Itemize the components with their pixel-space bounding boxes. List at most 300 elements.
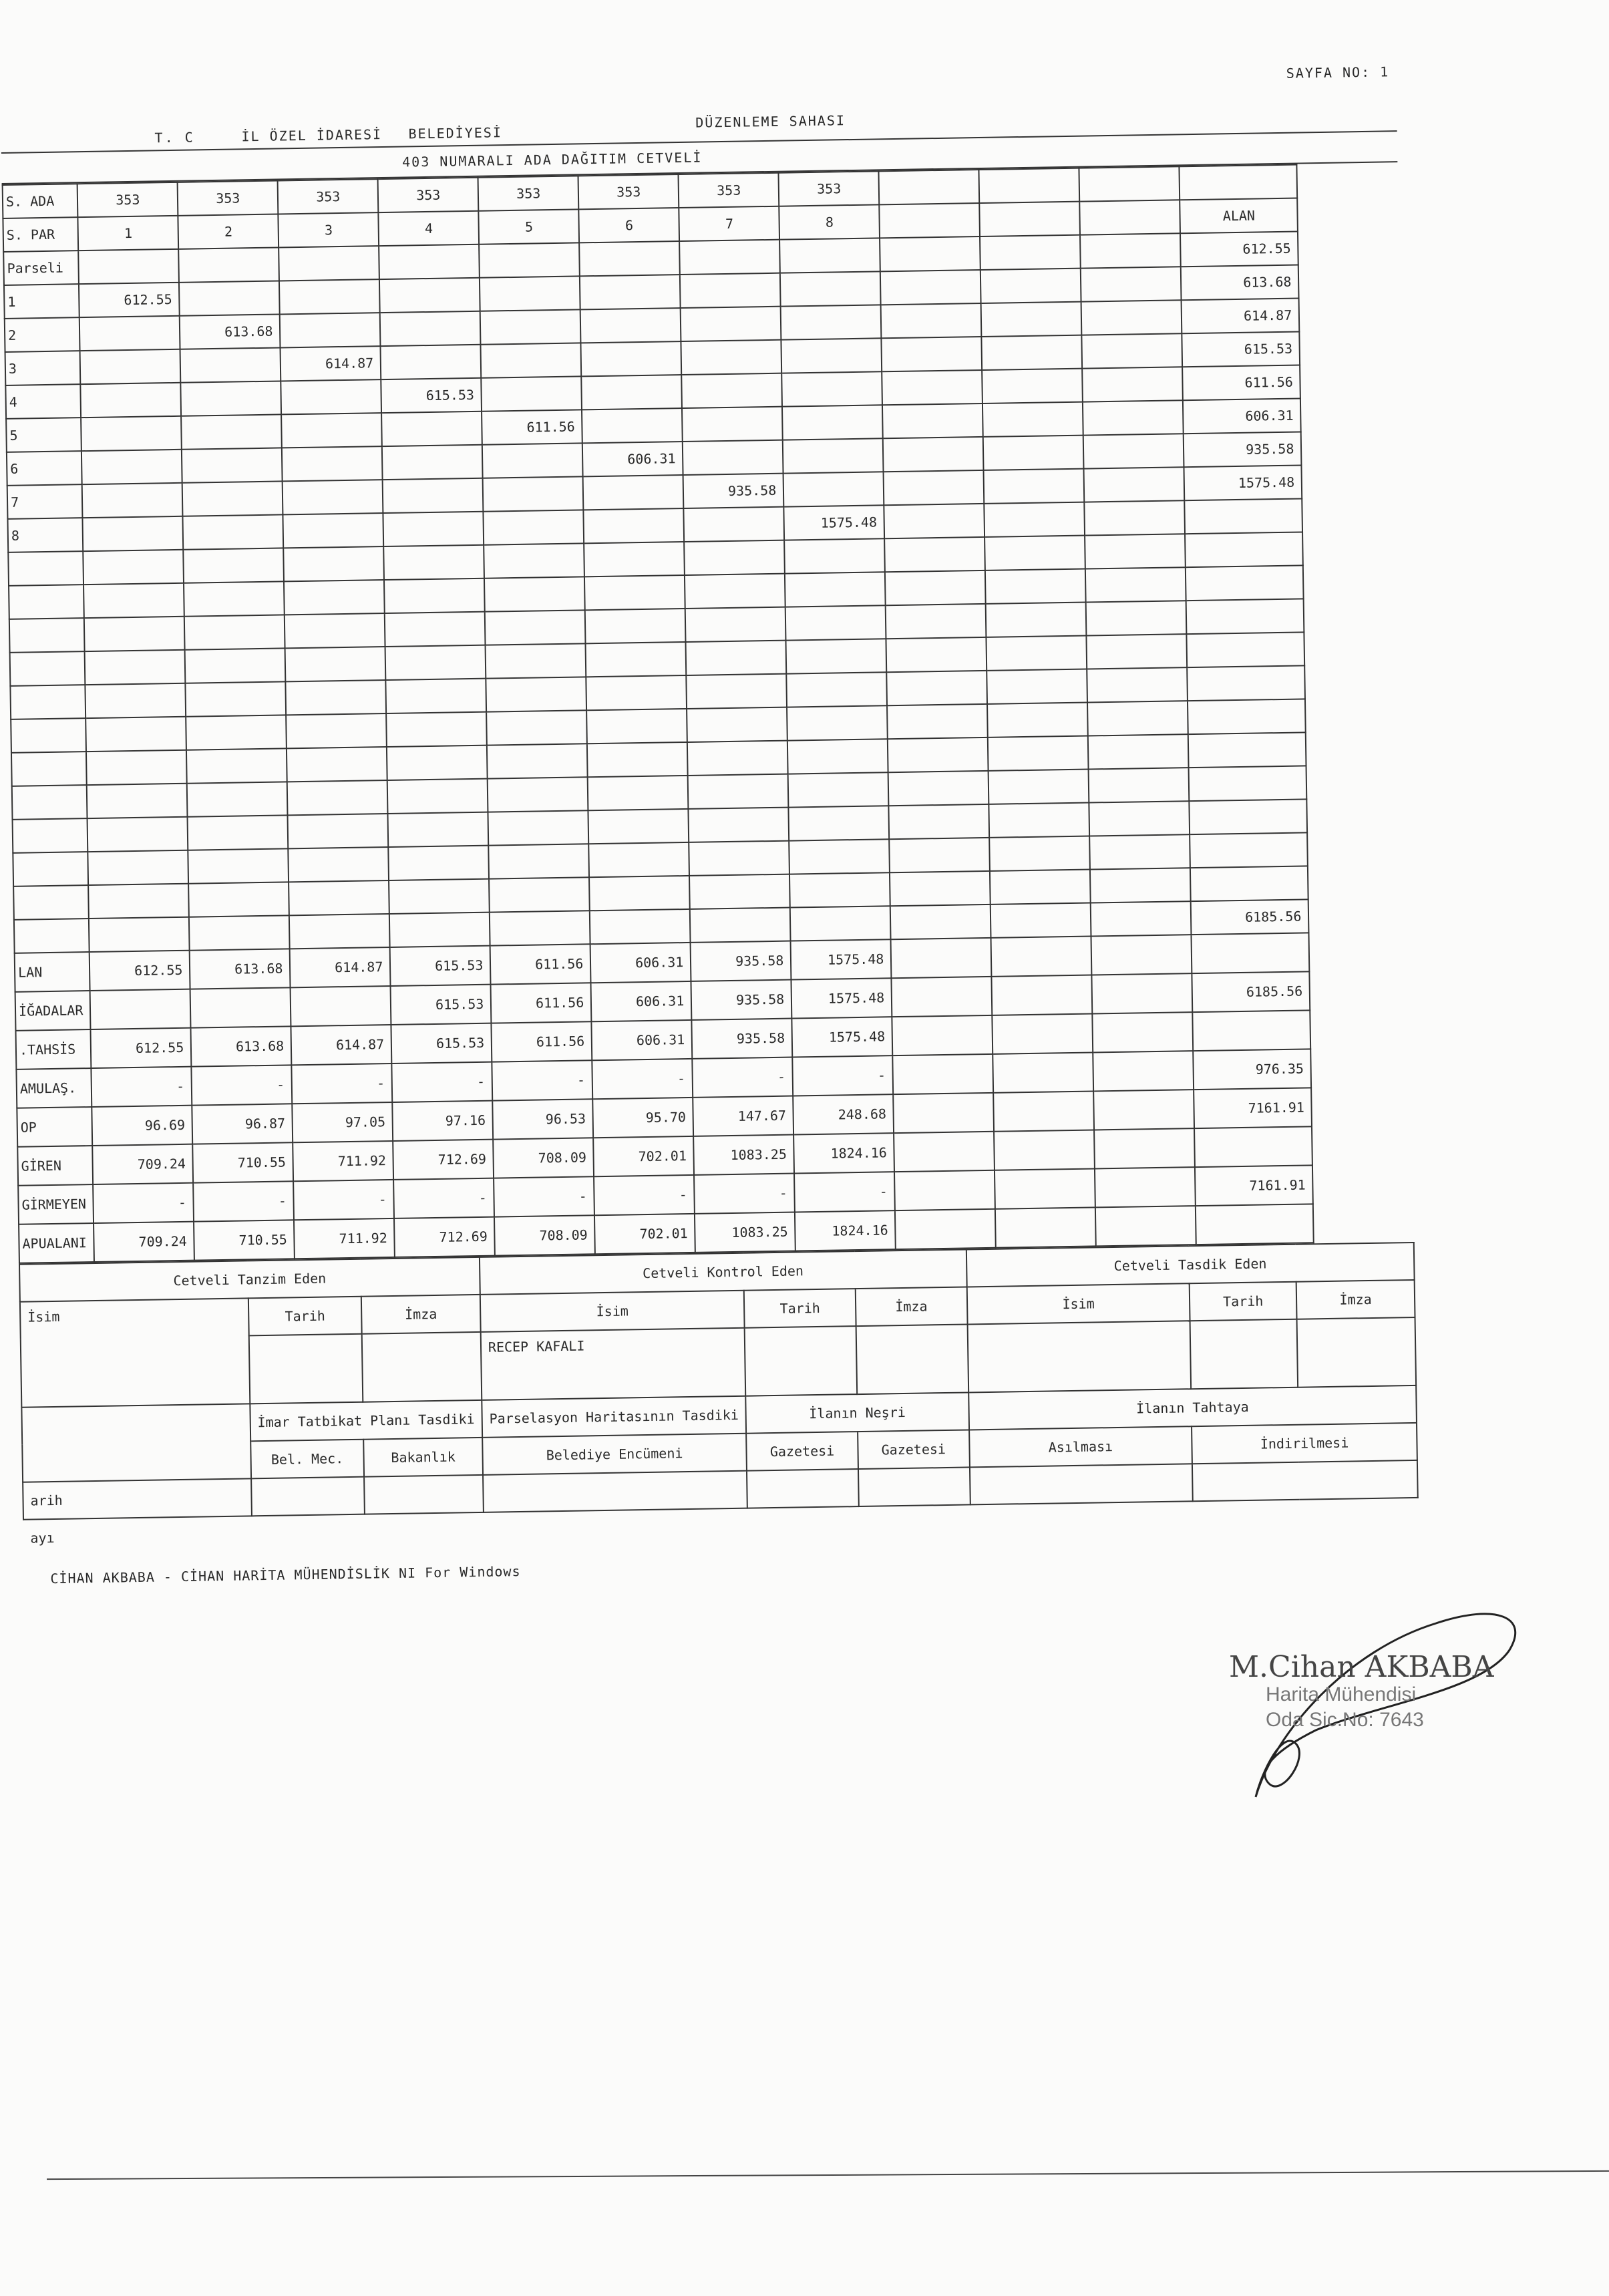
empty-cell	[986, 603, 1087, 637]
summary-cell: 612.55	[91, 1028, 192, 1068]
tarih-cell	[251, 1477, 365, 1516]
empty-cell	[188, 882, 289, 917]
value-cell	[1084, 467, 1185, 502]
value-cell	[283, 513, 384, 548]
alan-cell: 606.31	[1183, 398, 1301, 434]
empty-cell	[586, 675, 687, 710]
summary-cell	[893, 1054, 994, 1094]
summary-cell: 1575.48	[792, 1017, 893, 1057]
summary-cell: 711.92	[293, 1141, 394, 1181]
empty-cell	[9, 585, 84, 619]
page-number: SAYFA NO: 1	[1286, 63, 1390, 81]
empty-cell	[588, 809, 689, 844]
tasdik-imza-cell	[1297, 1317, 1417, 1387]
value-cell	[580, 275, 681, 309]
empty-cell	[1085, 534, 1186, 568]
empty-cell	[885, 570, 986, 605]
value-cell	[83, 516, 184, 551]
value-cell	[179, 281, 280, 315]
empty-cell	[890, 905, 991, 939]
summary-cell: 710.55	[194, 1220, 295, 1260]
par-cell: 8	[779, 204, 880, 239]
gazetesi-2-label: Gazetesi	[858, 1430, 970, 1469]
value-cell	[882, 370, 983, 405]
par-cell	[980, 202, 1081, 236]
stamp-name: M.Cihan AKBABA	[1229, 1650, 1494, 1684]
empty-cell	[86, 750, 187, 785]
row-label: S. ADA	[3, 184, 78, 218]
alan-cell: 612.55	[1180, 232, 1298, 267]
empty-cell	[985, 569, 1086, 604]
empty-cell	[11, 752, 87, 786]
value-cell	[80, 349, 181, 384]
row-label: Parseli	[3, 251, 79, 285]
empty-cell	[389, 913, 490, 947]
value-cell	[480, 276, 580, 311]
summary-cell	[893, 1093, 994, 1133]
indirilmesi-label: İndirilmesi	[1192, 1423, 1417, 1464]
empty-cell	[888, 771, 989, 806]
value-cell	[182, 481, 283, 516]
value-cell	[584, 508, 685, 543]
empty-cell	[13, 852, 88, 886]
summary-cell: -	[293, 1180, 394, 1220]
empty-cell	[1185, 532, 1303, 567]
summary-cell: 248.68	[793, 1094, 894, 1134]
imar-header: İmar Tatbikat Planı Tasdiki	[250, 1400, 482, 1441]
empty-cell	[8, 551, 83, 586]
empty-cell	[784, 538, 885, 573]
empty-cell	[787, 705, 888, 740]
empty-cell	[890, 871, 991, 906]
alan-cell: 613.68	[1181, 265, 1299, 300]
empty-cell	[385, 612, 486, 647]
empty-cell	[488, 810, 589, 845]
summary-cell	[291, 986, 391, 1026]
empty-cell	[87, 817, 188, 852]
empty-cell	[679, 240, 780, 275]
par-cell: 7	[679, 206, 780, 241]
ada-cell	[879, 170, 980, 204]
value-cell	[484, 510, 584, 544]
value-cell	[482, 376, 582, 411]
empty-cell	[1088, 734, 1189, 769]
empty-cell	[987, 636, 1087, 671]
summary-cell: 1824.16	[793, 1133, 894, 1173]
empty-cell	[689, 874, 790, 909]
value-cell	[681, 307, 781, 341]
tarih-cell	[858, 1467, 970, 1506]
tarih-cell	[747, 1469, 859, 1508]
ada-cell	[979, 168, 1080, 203]
empty-cell	[787, 672, 888, 707]
summary-cell: 1083.25	[695, 1212, 795, 1253]
parsel-number: 2	[5, 317, 80, 352]
value-cell	[981, 302, 1082, 337]
tarih-cell	[1192, 1460, 1418, 1501]
value-cell	[381, 412, 482, 446]
value-cell: 935.58	[683, 474, 784, 508]
empty-cell	[387, 746, 488, 780]
row-label: GİRMEYEN	[18, 1184, 94, 1224]
empty-cell	[484, 543, 585, 578]
empty-cell	[991, 903, 1091, 938]
value-cell	[279, 279, 380, 314]
empty-cell	[889, 804, 990, 839]
summary-cell: -	[392, 1062, 493, 1102]
summary-cell: -	[594, 1175, 695, 1215]
value-cell	[82, 483, 183, 518]
empty-cell	[13, 818, 88, 853]
empty-cell	[1089, 801, 1190, 836]
summary-cell	[894, 1170, 995, 1210]
value-cell	[280, 313, 381, 347]
summary-cell: 95.70	[593, 1098, 694, 1138]
empty-cell	[10, 651, 85, 686]
summary-cell	[995, 1207, 1096, 1247]
empty-cell	[386, 679, 487, 713]
value-cell	[182, 448, 283, 482]
empty-cell	[287, 747, 387, 782]
bel-mec-label: Bel. Mec.	[250, 1440, 364, 1479]
empty-cell	[1085, 567, 1186, 602]
summary-cell: 1083.25	[693, 1135, 794, 1175]
empty-cell	[89, 917, 190, 952]
empty-cell	[389, 879, 490, 914]
summary-total: 7161.91	[1194, 1088, 1312, 1128]
total-alan: 6185.56	[1191, 899, 1309, 935]
empty-cell	[1089, 768, 1190, 802]
empty-cell	[83, 583, 184, 618]
empty-cell	[1189, 766, 1307, 801]
empty-cell	[286, 680, 387, 715]
summary-cell: 712.69	[393, 1140, 494, 1180]
empty-cell	[980, 235, 1081, 270]
summary-cell: -	[192, 1065, 293, 1105]
empty-cell	[489, 877, 590, 912]
summary-total: 976.35	[1194, 1049, 1312, 1090]
value-cell	[180, 347, 281, 382]
tasdik-header: Cetveli Tasdik Eden	[966, 1243, 1414, 1287]
empty-cell	[388, 812, 489, 847]
summary-cell: -	[693, 1057, 793, 1098]
empty-cell	[279, 246, 379, 281]
ada-cell: 353	[478, 176, 579, 210]
row-label: AMULAŞ.	[16, 1068, 92, 1108]
signature-table	[19, 1242, 1419, 1556]
kontrol-imza-label: İmza	[856, 1287, 968, 1326]
empty-cell	[284, 546, 385, 581]
empty-cell	[687, 741, 788, 776]
document-page	[0, 51, 1419, 1587]
empty-cell	[289, 847, 389, 882]
ada-cell: 353	[578, 174, 679, 209]
summary-cell	[992, 975, 1093, 1015]
empty-cell	[785, 572, 886, 607]
summary-cell: 1575.48	[791, 978, 892, 1018]
kontrol-tarih-label: Tarih	[744, 1289, 856, 1328]
gazetesi-1-label: Gazetesi	[746, 1432, 858, 1471]
empty-cell	[14, 919, 90, 953]
empty-cell	[384, 579, 485, 613]
empty-cell	[988, 736, 1089, 771]
value-cell	[782, 405, 883, 440]
summary-cell	[892, 1015, 993, 1055]
empty-cell	[589, 842, 690, 877]
parsel-number: 6	[7, 451, 82, 486]
empty-cell	[485, 610, 586, 645]
empty-cell	[189, 915, 290, 950]
empty-cell	[687, 674, 787, 709]
value-cell	[983, 436, 1084, 470]
empty-cell	[586, 709, 687, 744]
empty-cell	[1080, 233, 1181, 268]
summary-cell: 712.69	[394, 1217, 495, 1257]
parsel-number: 8	[7, 518, 83, 552]
value-cell	[780, 271, 881, 306]
summary-cell: 615.53	[391, 985, 492, 1025]
kontrol-tarih-cell	[745, 1326, 857, 1396]
value-cell	[682, 373, 783, 408]
summary-cell: 710.55	[193, 1142, 294, 1182]
empty-cell	[989, 836, 1090, 871]
value-cell: 1575.48	[784, 505, 885, 540]
empty-cell	[488, 777, 588, 812]
summary-cell	[1093, 1090, 1194, 1130]
empty-cell	[11, 718, 86, 753]
value-cell	[1081, 300, 1182, 335]
summary-cell: -	[193, 1181, 294, 1221]
value-cell	[783, 472, 884, 506]
ada-cell: 353	[178, 180, 279, 215]
summary-cell	[90, 989, 191, 1029]
empty-cell	[13, 885, 89, 920]
value-cell	[982, 402, 1083, 437]
empty-cell	[1087, 634, 1188, 669]
table-body	[3, 165, 1314, 1263]
empty-cell	[686, 641, 787, 675]
stamp-registration: Oda Sic.No: 7643	[1266, 1709, 1424, 1731]
empty-cell	[785, 605, 886, 640]
asilmasi-label: Asılması	[969, 1426, 1192, 1467]
summary-cell	[991, 936, 1092, 976]
value-cell	[882, 403, 983, 438]
summary-cell: 611.56	[490, 944, 591, 984]
value-cell	[383, 512, 484, 546]
parsel-number: 4	[5, 384, 81, 419]
summary-cell: 606.31	[590, 943, 691, 983]
alan-cell	[1180, 165, 1298, 200]
empty-cell	[188, 815, 289, 850]
empty-cell	[1186, 565, 1304, 601]
summary-cell	[995, 1168, 1095, 1208]
value-cell	[181, 414, 282, 449]
summary-cell	[1094, 1128, 1195, 1168]
summary-cell: 613.68	[191, 1026, 292, 1066]
empty-cell	[584, 542, 685, 577]
ada-cell	[1079, 166, 1180, 201]
value-cell	[81, 416, 182, 451]
empty-cell	[186, 681, 287, 716]
summary-total	[1194, 1126, 1312, 1167]
kontrol-isim-label: İsim	[480, 1291, 745, 1332]
par-cell	[880, 203, 980, 238]
value-cell: 611.56	[482, 409, 582, 444]
empty-cell	[584, 575, 685, 610]
summary-cell: -	[93, 1183, 194, 1223]
value-cell	[1081, 267, 1182, 301]
empty-cell	[689, 808, 789, 842]
summary-cell: 708.09	[493, 1138, 594, 1178]
empty-cell	[1086, 601, 1187, 635]
empty-cell	[184, 581, 285, 616]
summary-cell: 147.67	[693, 1096, 794, 1136]
value-cell	[884, 470, 985, 505]
par-cell: 5	[479, 209, 580, 244]
empty-cell	[779, 238, 880, 273]
summary-cell	[993, 1013, 1093, 1053]
summary-cell	[993, 1091, 1094, 1131]
summary-total: 6185.56	[1192, 971, 1310, 1012]
value-cell: 614.87	[281, 346, 381, 381]
summary-cell	[190, 987, 291, 1027]
ilan-nesri-header: İlanın Neşri	[745, 1392, 968, 1433]
par-cell	[1080, 200, 1181, 234]
summary-cell: 711.92	[294, 1218, 395, 1259]
empty-cell	[585, 609, 686, 643]
empty-cell	[687, 707, 787, 742]
empty-cell	[884, 537, 985, 572]
value-cell	[1085, 500, 1186, 535]
tanzim-tarih-label: Tarih	[248, 1297, 362, 1336]
empty-cell	[486, 677, 587, 711]
empty-cell	[987, 669, 1088, 704]
value-cell	[583, 475, 684, 510]
empty-cell	[990, 870, 1091, 905]
empty-cell	[1190, 799, 1308, 834]
row-label: OP	[17, 1107, 92, 1147]
bottom-rule	[47, 2170, 1609, 2180]
summary-cell: -	[592, 1059, 693, 1099]
empty-cell	[86, 717, 187, 752]
summary-cell: 702.01	[593, 1136, 694, 1176]
summary-cell: -	[92, 1067, 192, 1107]
empty-cell	[684, 540, 785, 575]
value-cell: 613.68	[180, 314, 281, 349]
par-cell: 4	[379, 211, 480, 246]
summary-cell: 935.58	[691, 941, 791, 981]
value-cell	[781, 338, 882, 373]
summary-cell: 96.69	[92, 1106, 193, 1146]
empty-cell	[786, 639, 887, 673]
value-cell	[483, 476, 584, 511]
tanzim-isim-label: İsim	[20, 1298, 250, 1407]
empty-cell	[9, 618, 85, 653]
empty-cell	[386, 712, 487, 747]
empty-cell	[187, 782, 288, 816]
ilan-tahtaya-header: İlanın Tahtaya	[968, 1385, 1417, 1430]
value-cell	[1082, 367, 1183, 401]
value-cell	[282, 446, 383, 481]
value-cell	[480, 309, 581, 344]
alan-cell: 615.53	[1182, 331, 1300, 367]
empty-cell	[987, 703, 1088, 737]
empty-cell	[1187, 632, 1305, 667]
empty-cell	[589, 876, 690, 911]
row-label: .TAHSİS	[16, 1029, 92, 1070]
alan-header: ALAN	[1180, 198, 1298, 234]
empty-cell	[590, 909, 691, 944]
summary-cell: -	[794, 1172, 895, 1212]
idare-label: İL ÖZEL İDARESİ	[241, 126, 383, 145]
summary-cell: 935.58	[691, 980, 792, 1020]
summary-cell: 1575.48	[791, 939, 892, 979]
empty-cell	[385, 645, 486, 680]
parsel-number: 5	[6, 418, 81, 452]
value-cell	[181, 381, 282, 416]
summary-cell: 97.16	[393, 1101, 494, 1141]
empty-cell	[1188, 732, 1306, 768]
empty-cell	[989, 803, 1090, 838]
empty-cell	[579, 241, 680, 276]
alan-cell: 1575.48	[1184, 465, 1302, 500]
empty-cell	[1087, 701, 1188, 735]
sayi-row-label: ayı	[30, 1529, 55, 1546]
encumen-label: Belediye Encümeni	[482, 1434, 747, 1475]
empty-cell	[1190, 832, 1308, 868]
tasdik-tarih-label: Tarih	[1190, 1282, 1297, 1321]
ada-cell: 353	[779, 171, 880, 206]
summary-cell	[895, 1209, 996, 1249]
value-cell	[680, 273, 781, 308]
tasdik-isim-label: İsim	[966, 1283, 1190, 1324]
empty-cell	[889, 838, 990, 872]
value-cell	[283, 480, 383, 514]
value-cell	[79, 316, 180, 351]
empty-cell	[286, 713, 387, 748]
empty-cell	[185, 648, 286, 683]
summary-cell	[894, 1132, 995, 1172]
kontrol-imza-cell	[856, 1324, 968, 1394]
bakanlik-label: Bakanlık	[363, 1438, 483, 1477]
summary-cell: 613.68	[190, 949, 291, 989]
value-cell	[383, 478, 484, 513]
value-cell	[1083, 400, 1184, 435]
parsel-number: 7	[7, 484, 83, 519]
distribution-table	[2, 164, 1314, 1264]
empty-cell	[989, 770, 1089, 804]
empty-cell	[384, 545, 485, 580]
summary-cell: 614.87	[291, 1025, 392, 1065]
summary-cell	[1095, 1206, 1196, 1246]
value-cell	[781, 305, 882, 339]
tc-label: T. C	[154, 129, 195, 146]
empty-cell	[685, 607, 786, 642]
empty-cell	[85, 650, 186, 685]
value-cell	[684, 507, 785, 542]
value-cell	[982, 335, 1083, 370]
empty-cell	[10, 685, 85, 719]
summary-cell: -	[492, 1060, 593, 1100]
row-label: S. PAR	[3, 217, 78, 252]
value-cell	[1083, 434, 1184, 468]
summary-cell: 935.58	[692, 1019, 793, 1059]
empty-cell	[186, 715, 287, 750]
row-label: APUALANI	[19, 1223, 94, 1263]
alan-cell: 611.56	[1182, 365, 1300, 400]
empty-cell	[1188, 699, 1306, 734]
empty-cell	[487, 744, 588, 778]
